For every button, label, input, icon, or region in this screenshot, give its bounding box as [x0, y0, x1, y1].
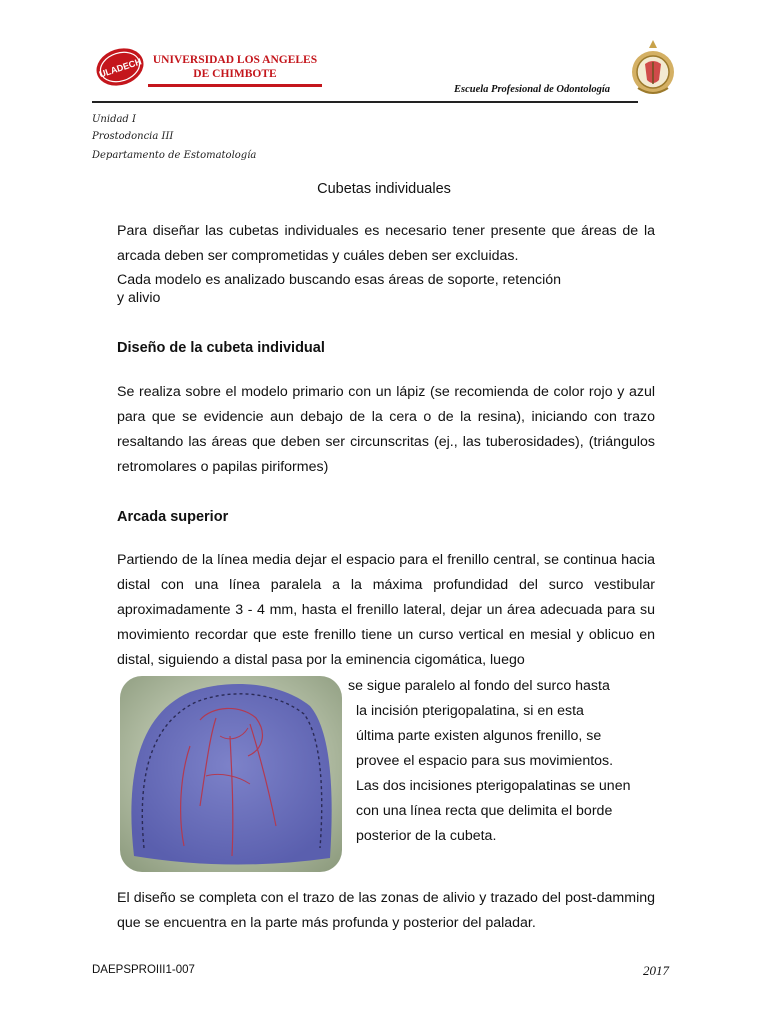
intro-line-2: y alivio — [117, 290, 161, 306]
intro-line-1: Cada modelo es analizado buscando esas áreas de soporte, retención — [117, 272, 562, 288]
uladech-emblem-icon — [94, 46, 146, 88]
intro-paragraph: Para diseñar las cubetas individuales es necesario tener presente que áreas de la arcada deben ser comprometidas y cuáles deben ser excluidas. — [117, 223, 655, 264]
arcada-paragraph: Partiendo de la línea media dejar el espacio para el frenillo central, se continua hacia distal con una línea paralela a la máxima profundidad del surco vestibular aproximadamente 3 - 4 mm, hasta el frenillo lateral, dejar un área adecuada para su movimiento recordar que este frenillo tiene un curso vertical en mesial y oblicuo en distal, siguiendo a distal pasa por la eminencia cigomática, luego — [117, 552, 655, 668]
document-year: 2017 — [643, 963, 669, 978]
wrap-line-5: Las dos incisiones pterigopalatinas se unen — [356, 778, 631, 794]
wrap-line-4: provee el espacio para sus movimientos. — [356, 753, 614, 769]
wrap-line-6: con una línea recta que delimita el borde — [356, 803, 613, 819]
design-paragraph: Se realiza sobre el modelo primario con un lápiz (se recomienda de color rojo y azul para que se evidencie aun debajo de la cera o de la resina), iniciando con trazo resaltando las áreas que deben ser circunscritas (ej., las tuberosidades), (triángulos retromolares o papilas piriformes) — [117, 384, 655, 475]
section-heading-design: Diseño de la cubeta individual — [117, 340, 325, 356]
document-code: DAEPSPROIII1-007 — [92, 964, 195, 976]
wrap-line-7: posterior de la cubeta. — [356, 828, 497, 844]
logo-rule — [148, 84, 322, 87]
university-name — [150, 53, 320, 81]
logo-text: ULADECH — [97, 56, 143, 80]
department-label: Departamento de Estomatología — [92, 150, 257, 161]
school-name: Escuela Profesional de Odontología — [454, 84, 611, 95]
university-name-line1: UNIVERSIDAD LOS ANGELES — [152, 54, 318, 66]
wrap-line-2: la incisión pterigopalatina, si en esta — [356, 703, 584, 719]
university-name-line2: DE CHIMBOTE — [193, 68, 277, 80]
header-divider — [92, 101, 638, 103]
unit-label: Unidad I — [92, 114, 136, 125]
course-label: Prostodoncia III — [92, 131, 174, 142]
dental-model-photo — [120, 676, 342, 872]
faculty-seal-icon — [630, 36, 676, 102]
wrap-line-3: última parte existen algunos frenillo, se — [356, 728, 602, 744]
document-title: Cubetas individuales — [317, 181, 451, 197]
wrap-line-1: se sigue paralelo al fondo del surco hasta — [348, 678, 610, 694]
closing-paragraph: El diseño se completa con el trazo de las zonas de alivio y trazado del post-damming que se encuentra en la parte más profunda y posterior del paladar. — [117, 890, 655, 931]
university-logo — [92, 44, 324, 100]
section-heading-arcada: Arcada superior — [117, 509, 229, 525]
